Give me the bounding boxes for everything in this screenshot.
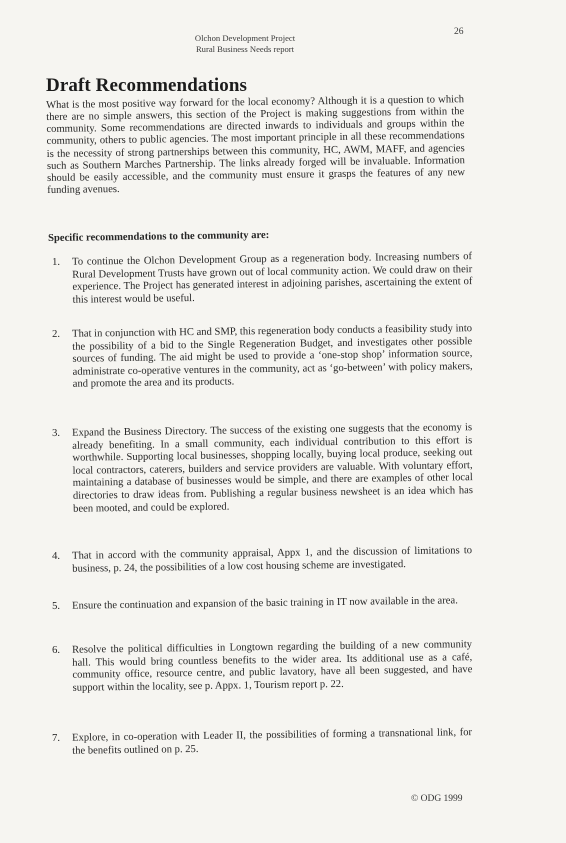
header-report-name: Rural Business Needs report <box>195 44 295 54</box>
recommendation-1 <box>52 251 473 307</box>
recommendation-text: Ensure the continuation and expansion of the basic training in IT now available in the area. <box>71 595 458 612</box>
recommendation-5 <box>52 595 472 613</box>
running-header <box>160 33 330 55</box>
recommendation-number: 6. <box>52 644 61 656</box>
recommendation-7 <box>52 727 472 758</box>
recommendation-2 <box>52 323 473 392</box>
recommendation-number: 4. <box>52 550 61 562</box>
recommendation-number: 2. <box>52 328 61 340</box>
recommendation-number: 3. <box>52 427 61 439</box>
section-title: Draft Recommendations <box>46 75 248 96</box>
recommendation-text: Expand the Business Directory. The success of the existing one suggests that the economy is already benefiting. In a small community, each individual contribution to this effort is worthwhile. Supporting local businesses, shopping locally, buying local produce, seeking out local contractors, caterers, builders and service providers are valuable. With voluntary effort, maintaining a database of businesses would be simple, and there are examples of other local directories to draw ideas from. Publishing a regular business newsheet is an idea which has been mooted, and could be explored. <box>71 422 473 515</box>
recommendation-number: 1. <box>52 256 61 268</box>
recommendation-text: Resolve the political difficulties in Longtown regarding the building of a new community hall. This would bring countless benefits to the wider area. Its additional use as a café, community office, resource centre, and public lavatory, have all been suggested, and have support within the locality, see p. Appx. 1, Tourism report p. 22. <box>71 639 473 694</box>
intro-paragraph: What is the most positive way forward for the local economy? Although it is a question to which there are no simple answers, this section of the Project is making suggestions from within the community. Some recommendations are directed inwards to individuals and groups within the community, others to public agencies. The most important principle in all these recommendations is the necessity of strong partnerships between this community, HC, AWM, MAFF, and agencies such as Southern Marches Partnership. The links already forged will be invaluable. Information should be easily accessible, and the community must ensure it grasps the features of any new funding avenues. <box>46 94 466 197</box>
recommendation-4 <box>52 545 472 576</box>
specific-recommendations-heading: Specific recommendations to the community are: <box>48 229 270 244</box>
copyright-footer: © ODG 1999 <box>411 794 463 804</box>
recommendation-text: Explore, in co-operation with Leader II, the possibilities of forming a transnational link, for the benefits outlined on p. 25. <box>71 727 473 757</box>
recommendation-number: 7. <box>52 732 61 744</box>
recommendation-text: That in accord with the community appraisal, Appx 1, and the discussion of limitations to business, p. 24, the possibilities of a low cost housing scheme are investigated. <box>71 545 473 575</box>
page-number: 26 <box>454 27 464 37</box>
recommendation-6 <box>52 639 473 695</box>
recommendation-text: That in conjunction with HC and SMP, this regeneration body conducts a feasibility study into the possibility of a bid to the Single Regeneration Budget, and investigates other possible sources of funding. The aid might be used to provide a ‘one-stop shop’ information source, administrate co-operative ventures in the community, act as ‘go-between’ with policy makers, and promote the area and its products. <box>71 323 473 391</box>
recommendation-number: 5. <box>52 600 61 612</box>
header-project-name: Olchon Development Project <box>194 33 296 43</box>
recommendation-3 <box>52 422 473 516</box>
recommendation-text: To continue the Olchon Development Group as a regeneration body. Increasing numbers of Rural Development Trusts have grown out of local community action. We could draw on their experience. The Project has generated interest in adjoining parishes, ascertaining the extent of this interest would be useful. <box>71 251 473 306</box>
